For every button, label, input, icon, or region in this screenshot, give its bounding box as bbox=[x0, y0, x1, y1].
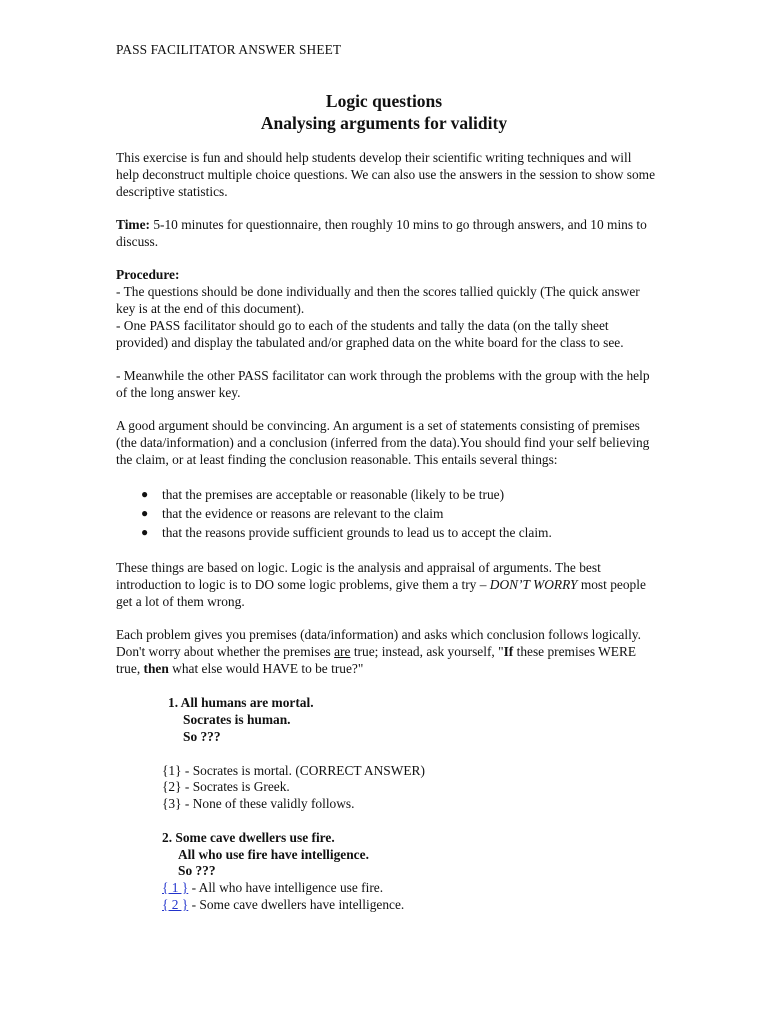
q2-option-2 bbox=[162, 896, 404, 913]
are-underlined: are bbox=[334, 643, 351, 659]
q1-option-1: {1} - Socrates is mortal. (CORRECT ANSWER) bbox=[162, 763, 425, 778]
logic-text-a: These things are based on logic. Logic is the analysis and appraisal of arguments. The best introduction to logic is to DO some logic problems, give them a try – bbox=[116, 560, 601, 592]
procedure-item-2: - One PASS facilitator should go to each of the students and tally the data (on the tally sheet provided) and display the tabulated and/or graphed data on the white board for the class to see. bbox=[116, 318, 624, 350]
q2-prompt: So ??? bbox=[178, 863, 216, 878]
logic-paragraph bbox=[116, 560, 656, 610]
q2-premise-1: 2. Some cave dwellers use fire. bbox=[162, 830, 335, 845]
q2-premise-2: All who use fire have intelligence. bbox=[178, 847, 369, 862]
criteria-item bbox=[116, 524, 656, 543]
procedure-item-3: - Meanwhile the other PASS facilitator can work through the problems with the group with the help of the long answer key. bbox=[116, 368, 650, 400]
criteria-item bbox=[116, 505, 656, 524]
criteria-text: that the premises are acceptable or reasonable (likely to be true) bbox=[162, 487, 505, 502]
bullet-icon: ● bbox=[141, 506, 149, 520]
criteria-list bbox=[116, 486, 656, 543]
q1-premise-1: 1. All humans are mortal. bbox=[168, 695, 314, 710]
q2-option-2-link[interactable]: { 2 } bbox=[162, 897, 189, 912]
q2-option-1-link[interactable]: { 1 } bbox=[162, 880, 189, 895]
q2-option-1 bbox=[162, 879, 383, 896]
page-header: PASS FACILITATOR ANSWER SHEET bbox=[116, 42, 342, 57]
q1-option-3: {3} - None of these validly follows. bbox=[162, 796, 355, 811]
criteria-text: that the reasons provide sufficient grounds to lead us to accept the claim. bbox=[162, 525, 552, 540]
q1-option-2: {2} - Socrates is Greek. bbox=[162, 779, 290, 794]
bullet-icon: ● bbox=[141, 487, 149, 501]
time-paragraph bbox=[116, 217, 656, 251]
each-text-c: these premises WERE true, bbox=[116, 643, 637, 676]
procedure-item-1: - The questions should be done individually and then the scores tallied quickly (The quick answer key is at the end of this document). bbox=[116, 284, 640, 316]
criteria-text: that the evidence or reasons are relevant to the claim bbox=[162, 506, 444, 521]
then-bold: then bbox=[143, 660, 169, 676]
bullet-icon: ● bbox=[141, 525, 149, 539]
time-text: 5-10 minutes for questionnaire, then roughly 10 mins to go through answers, and 10 mins to discuss. bbox=[116, 217, 647, 249]
procedure-heading: Procedure: bbox=[116, 267, 180, 282]
intro-paragraph: This exercise is fun and should help students develop their scientific writing techniques and will help deconstruct multiple choice questions. We can also use the answers in the session to show some descriptive statistics. bbox=[116, 150, 656, 199]
if-bold: If bbox=[503, 643, 514, 659]
title-line-2: Analysing arguments for validity bbox=[260, 113, 508, 133]
logic-text-b: most people get a lot of them wrong. bbox=[116, 576, 646, 609]
argument-paragraph: A good argument should be convincing. An argument is a set of statements consisting of premises (the data/information) and a conclusion (inferred from the data).You should find your self believing the claim, or at least finding the conclusion reasonable. This entails several things: bbox=[116, 418, 650, 467]
criteria-item bbox=[116, 486, 656, 505]
each-text-b: true; instead, ask yourself, " bbox=[350, 643, 504, 659]
each-problem-paragraph bbox=[116, 627, 656, 677]
each-text-a: Each problem gives you premises (data/information) and asks which conclusion follows logically. Don't worry about whether the premises bbox=[116, 627, 641, 659]
q1-premise-2: Socrates is human. bbox=[183, 712, 291, 727]
title-line-1: Logic questions bbox=[325, 91, 443, 111]
time-label: Time: bbox=[116, 217, 150, 232]
q2-option-1-text: - All who have intelligence use fire. bbox=[188, 880, 384, 895]
dont-worry-text: DON’T WORRY bbox=[489, 576, 578, 592]
q2-option-2-text: - Some cave dwellers have intelligence. bbox=[188, 897, 405, 912]
each-text-d: what else would HAVE to be true?" bbox=[168, 660, 364, 676]
q1-prompt: So ??? bbox=[183, 729, 221, 744]
